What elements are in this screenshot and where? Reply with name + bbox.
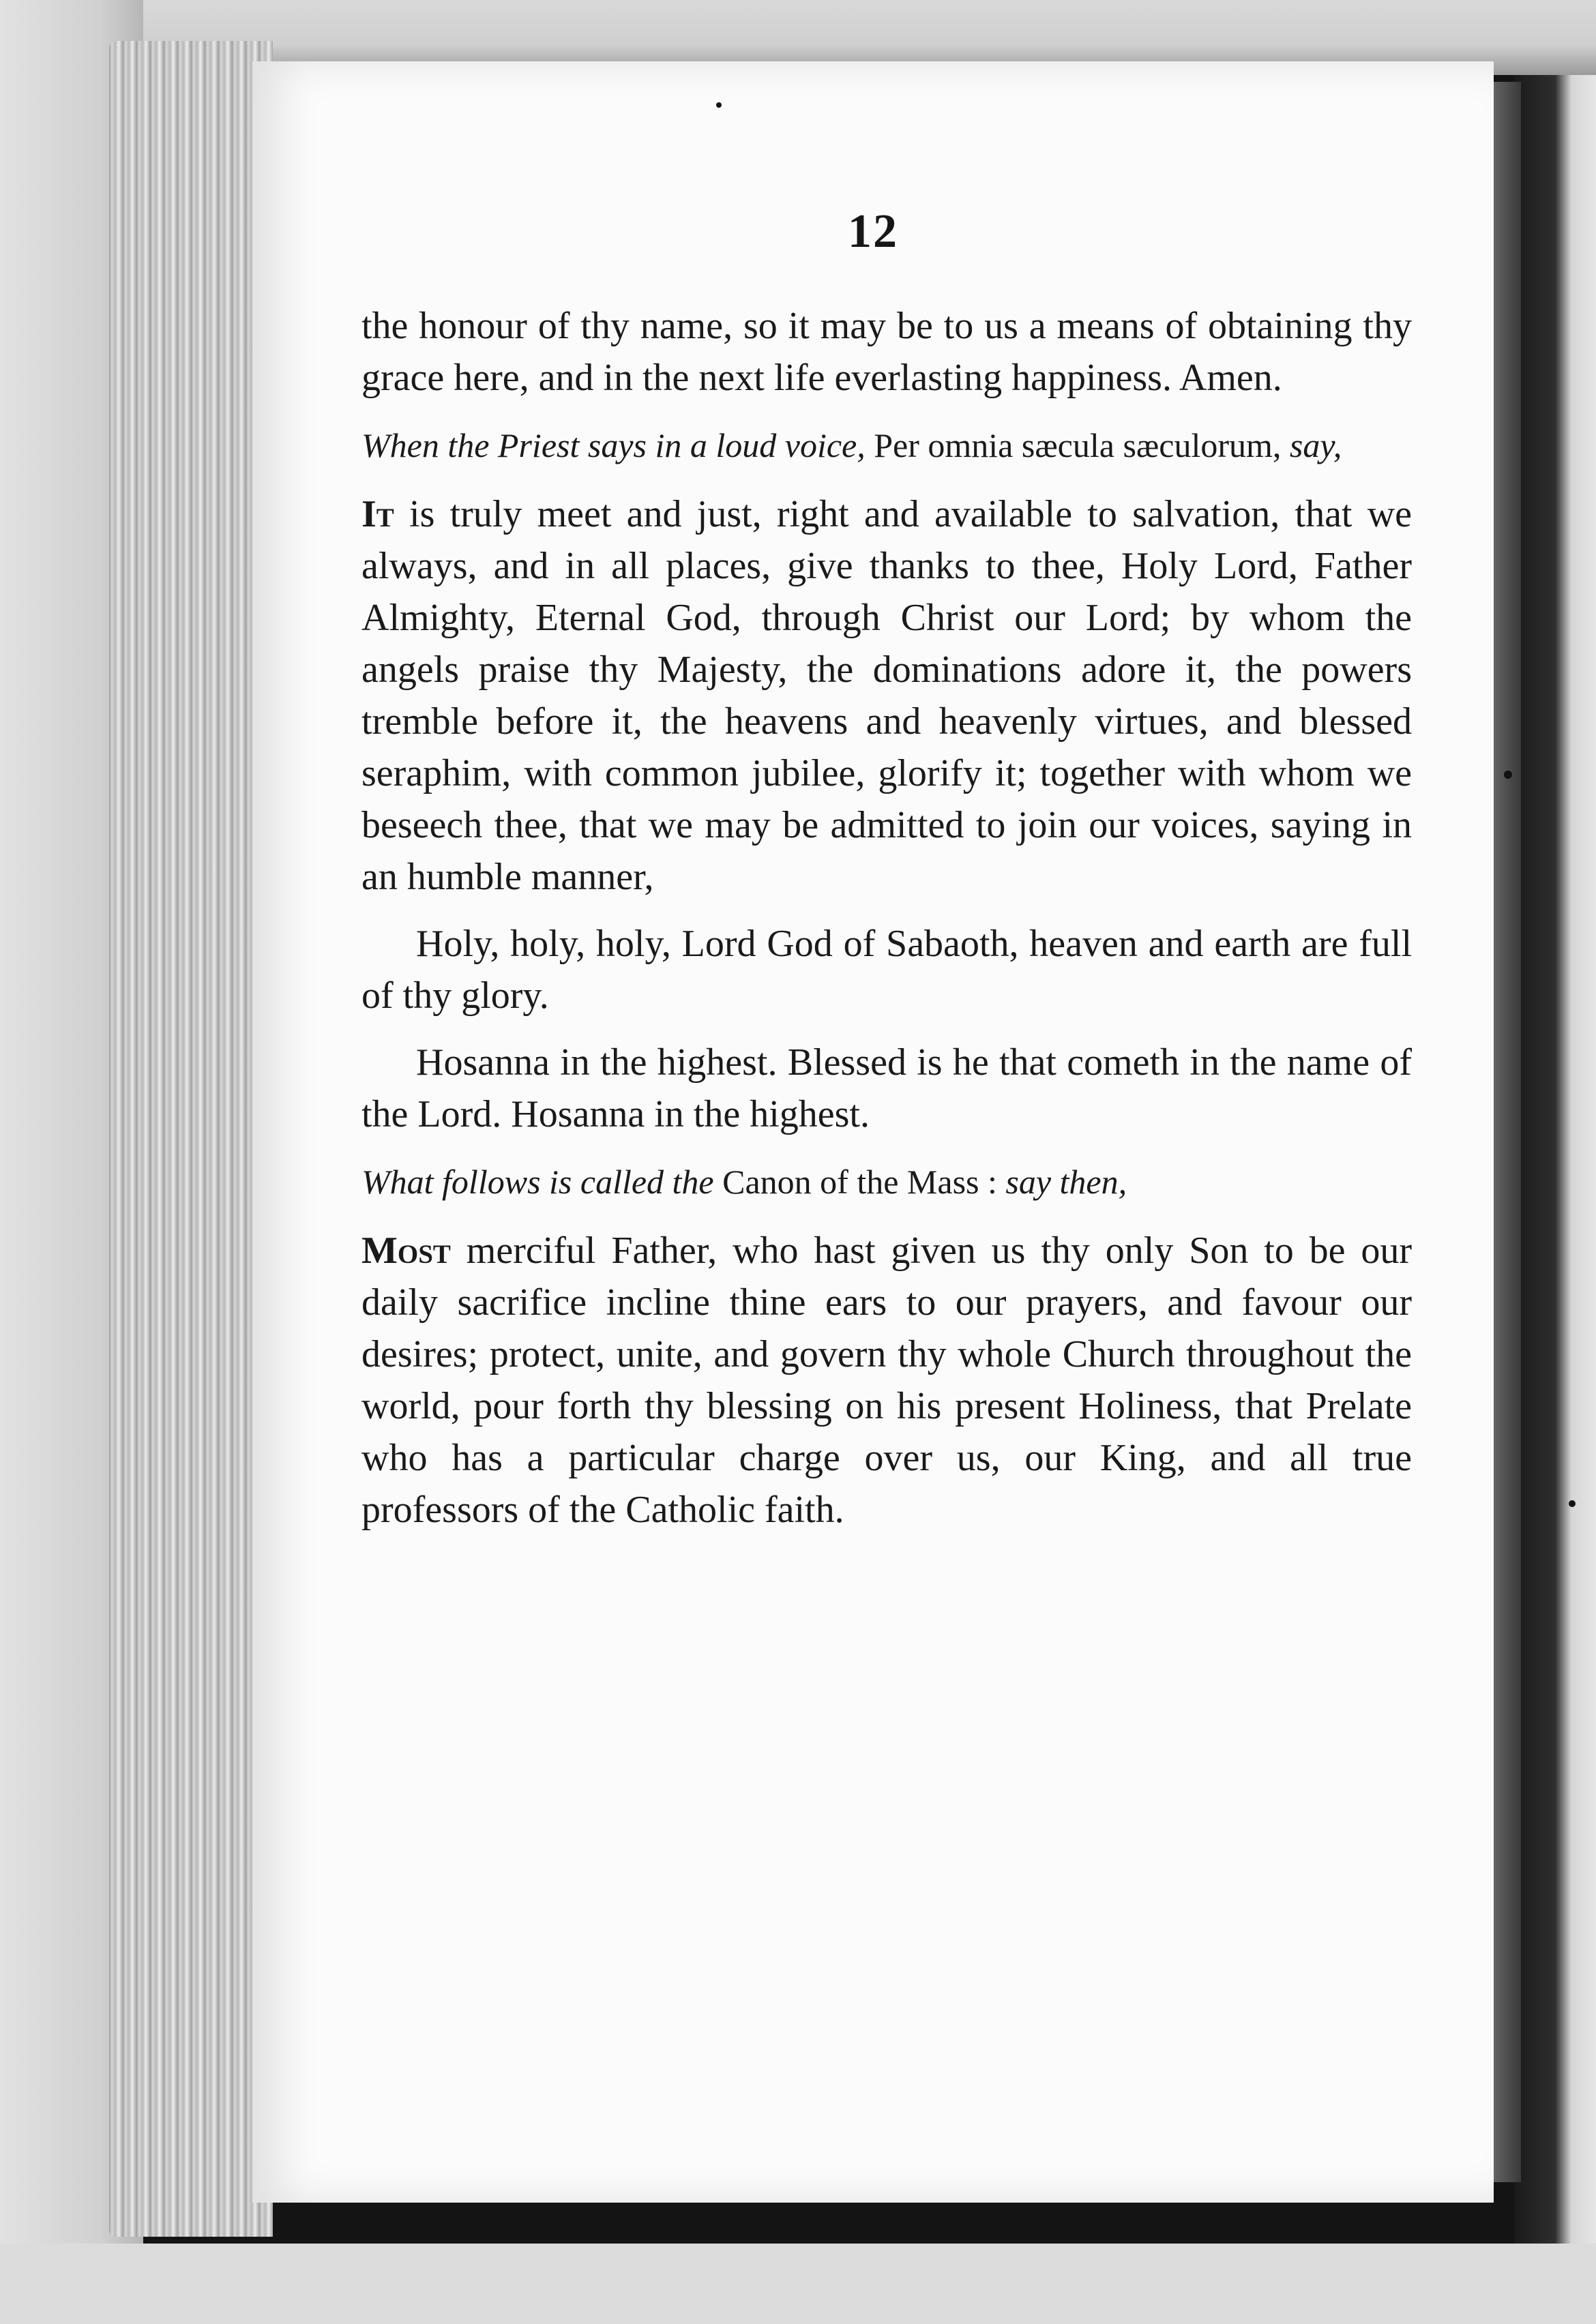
film-border-bottom	[0, 2244, 1596, 2324]
film-speck	[716, 102, 722, 108]
paragraph-body: merciful Father, who hast given us thy only Son to be our daily sacrifice incline thine ears to our prayers, and favour our desires; protect, unite, and govern thy whole Church throughout the world, pour forth thy blessing on his present Holiness, that Prelate who has a particular charge over us, our King, and all true professors of the Catholic faith.	[361, 1230, 1413, 1531]
paragraph-lead-word: It	[361, 493, 394, 535]
paragraph-continuation: the honour of thy name, so it may be to us a means of obtaining thy grace here, and in the next life everlasting happiness. Amen.	[361, 305, 1412, 399]
rubric-italic-end: say,	[1289, 426, 1342, 464]
rubric-italic-end: say then,	[1005, 1163, 1127, 1201]
rubric-italic: What follows is called the	[361, 1163, 714, 1201]
paragraph-lead-word: Most	[361, 1230, 451, 1272]
page-edges	[109, 41, 273, 2237]
paragraph-preface	[361, 488, 1412, 903]
film-speck	[1569, 1500, 1576, 1507]
rubric-canon	[361, 1159, 1412, 1204]
film-speck	[1504, 771, 1512, 779]
page-text	[361, 300, 1412, 1551]
paragraph-body: is truly meet and just, right and available to salvation, that we always, and in all places, give thanks to thee, Holy Lord, Father Almighty, Eternal God, through Christ our Lord; by whom the angels praise thy Majesty, the dominations adore it, the powers tremble before it, the heavens and heavenly virtues, and blessed seraphim, with common jubilee, glorify it; together with whom we beseech thee, that we may be admitted to join our voices, saying in an humble manner,	[361, 493, 1413, 898]
rubric-italic: When the Priest says in a loud voice,	[361, 426, 866, 464]
film-border-right	[1514, 75, 1596, 2244]
rubric-latin: Per omnia sæcula sæculorum,	[874, 426, 1282, 464]
rubric-canon-title: Canon of the Mass :	[722, 1163, 997, 1201]
paragraph-hosanna: Hosanna in the highest. Blessed is he that cometh in the name of the Lord. Hosanna in the highest.	[361, 1041, 1412, 1135]
paragraph-sanctus: Holy, holy, holy, Lord God of Sabaoth, heaven and earth are full of thy glory.	[361, 923, 1412, 1017]
page-number: 12	[848, 205, 898, 258]
rubric-preface	[361, 423, 1412, 468]
paragraph-canon	[361, 1225, 1412, 1536]
